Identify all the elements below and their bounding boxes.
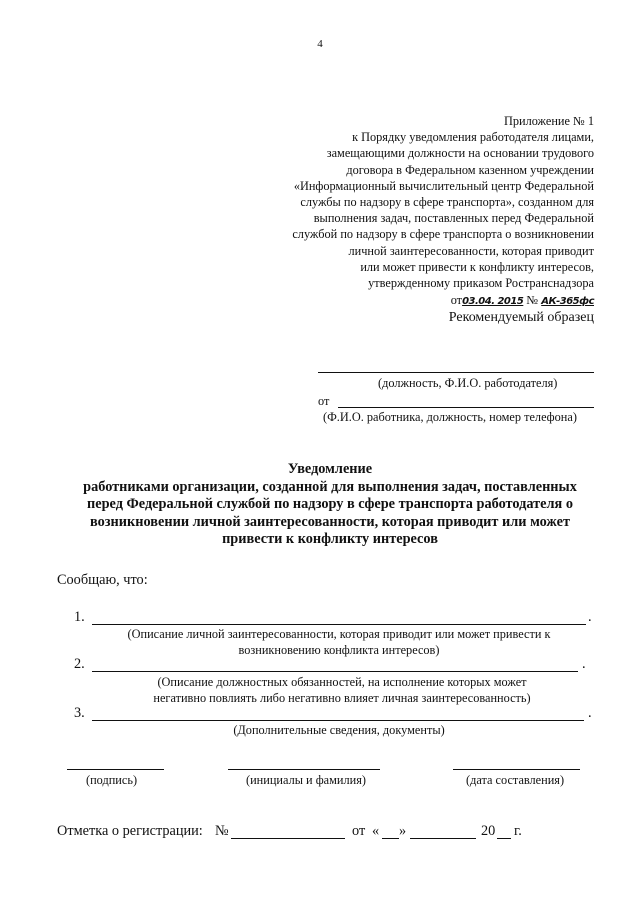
appendix-line: договора в Федеральном казенном учреждении [346, 162, 594, 177]
appendix-line: Приложение № 1 [503, 114, 594, 128]
item-2-caption: (Описание должностных обязанностей, на исполнение которых может негативно повлиять либо негативно влияет личная заинтересованность) [153, 675, 531, 705]
title-line: перед Федеральной службой по надзору в сфере транспорта работодателя о [87, 496, 573, 512]
date-line [453, 769, 580, 770]
item-3-line [92, 720, 584, 721]
quote-close: » [399, 823, 407, 839]
employee-caption: (Ф.И.О. работника, должность, номер телефона) [323, 410, 577, 424]
initials-caption: (инициалы и фамилия) [246, 773, 366, 787]
item-3-caption: (Дополнительные сведения, документы) [233, 723, 445, 737]
order-prefix: от [450, 293, 463, 308]
date-caption: (дата составления) [466, 773, 565, 787]
title-heading: Уведомление [287, 461, 373, 477]
employer-caption: (должность, Ф.И.О. работодателя) [378, 376, 558, 390]
order-reference [254, 292, 594, 310]
registration-number-label: № [215, 823, 229, 839]
appendix-line: службы по надзору в сфере транспорта», созданном для [300, 195, 594, 210]
item-number: 1. [74, 609, 85, 625]
appendix-line: замещающими должности на основании трудового [326, 146, 594, 161]
signature-caption: (подпись) [86, 773, 138, 787]
year-suffix: г. [514, 823, 522, 839]
quote-open: « [372, 823, 380, 839]
order-number-label: № [526, 293, 539, 308]
registration-number-line [231, 838, 345, 839]
registration-day-line [382, 838, 399, 839]
intro-text: Сообщаю, что: [57, 572, 148, 588]
appendix-line: к Порядку уведомления работодателя лицами, [352, 130, 594, 145]
employee-line [338, 407, 594, 408]
registration-label: Отметка о регистрации: [57, 823, 203, 839]
order-date-handwritten: 03.04. 2015 [462, 296, 524, 308]
employer-line [318, 372, 594, 373]
title-line: возникновении личной заинтересованности, которая приводит или может [90, 513, 570, 530]
page-number: 4 [317, 38, 323, 50]
appendix-line: или может привести к конфликту интересов, [360, 259, 594, 274]
title-line: привести к конфликту интересов [222, 531, 438, 547]
item-2-line [92, 671, 578, 672]
from-label: от [318, 394, 330, 408]
initials-line [228, 769, 380, 770]
document-title [40, 461, 620, 549]
registration-from-label: от [352, 823, 366, 839]
order-number-handwritten: АК-365фс [541, 296, 594, 308]
appendix-line: службой по надзору в сфере транспорта о возникновении [292, 227, 594, 242]
registration-month-line [410, 838, 476, 839]
year-prefix: 20 [481, 823, 496, 839]
item-number: 3. [74, 705, 85, 721]
appendix-line: выполнения задач, поставленных перед Федеральной [313, 211, 594, 226]
item-1-line [92, 624, 586, 625]
sample-label: Рекомендуемый образец [448, 310, 594, 325]
title-line: работниками организации, созданной для выполнения задач, поставленных [83, 478, 577, 495]
item-1-caption: (Описание личной заинтересованности, которая приводит или может привести к возникновению конфликта интересов) [127, 627, 551, 657]
appendix-line: личной заинтересованности, которая приводит [348, 243, 594, 258]
signature-line [67, 769, 164, 770]
appendix-header [254, 113, 594, 310]
appendix-line: утвержденному приказом Ространснадзора [368, 276, 594, 291]
registration-year-line [497, 838, 511, 839]
item-number: 2. [74, 656, 85, 672]
appendix-line: «Информационный вычислительный центр Федеральной [293, 178, 594, 193]
